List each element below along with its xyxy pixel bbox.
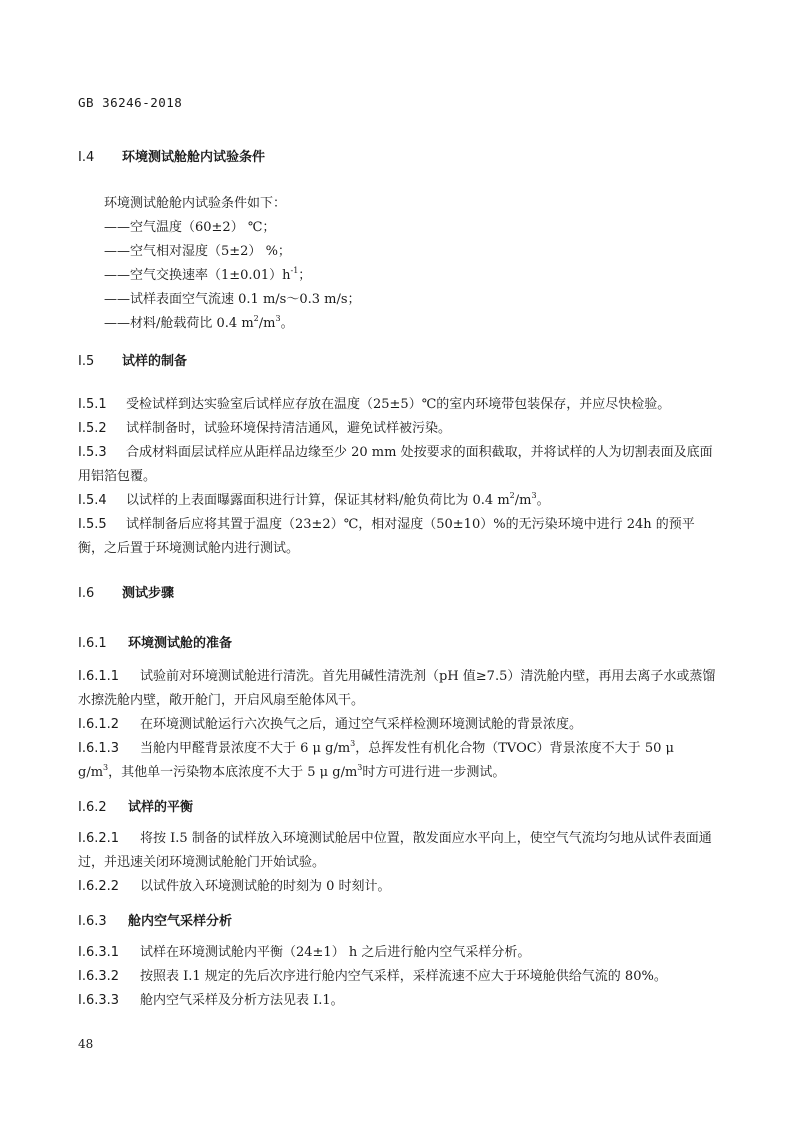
section-title: 测试步骤 [122,586,175,601]
paragraph-i6-3-1: I.6.3.1 试样在环境测试舱内平衡（24±1） h 之后进行舱内空气采样分析。 [78,945,531,960]
paragraph-i5-5: I.5.5 试样制备后应将其置于温度（23±2）℃，相对湿度（50±10）%的无污染环境中进行 24h 的预平衡，之后置于环境测试舱内进行测试。 [78,517,695,556]
section-title: 环境测试舱舱内试验条件 [122,150,266,165]
paragraph-i6-1-1: I.6.1.1 试验前对环境测试舱进行清洗。首先用碱性清洗剂（pH 值≥7.5）清洗舱内壁，再用去离子水或蒸馏水擦洗舱内壁，敞开舱门，开启风扇至舱体风干。 [78,669,716,708]
standard-code: GB 36246-2018 [78,95,183,110]
section-number: I.4 [78,150,95,165]
paragraph-i5-3: I.5.3 合成材料面层试样应从距样品边缘至少 20 mm 处按要求的面积截取，并将试样的人为切割表面及底面用铝箔包覆。 [78,445,713,484]
paragraph-i6-2-2: I.6.2.2 以试件放入环境测试舱的时刻为 0 时刻计。 [78,879,391,894]
paragraph-i6-3-2: I.6.3.2 按照表 I.1 规定的先后次序进行舱内空气采样，采样流速不应大于环境舱供给气流的 80%。 [78,969,667,984]
section-title: 试样的制备 [122,354,188,369]
paragraph-i5-2: I.5.2 试样制备时，试验环境保持清洁通风，避免试样被污染。 [78,421,452,436]
paragraph-i6-1-3: I.6.1.3 当舱内甲醛背景浓度不大于 6 μ $g/m^3$，总挥发性有机化合物（TVOC）背景浓度不大于 50 μ $g/m^3$，其他单一污染物本底浓度不大于 5 μ $g/m^3$时方可进行进一步测试。 [78,739,674,780]
section-number: I.6 [78,586,95,601]
paragraph-i6-2-1: I.6.2.1 将按 I.5 制备的试样放入环境测试舱居中位置，散发面应水平向上，使空气气流均匀地从试件表面通过，并迅速关闭环境测试舱舱门开始试验。 [78,831,712,870]
section-heading-i6 [78,582,174,601]
paragraph-i5-1: I.5.1 受检试样到达实验室后试样应存放在温度（25±5）℃的室内环境带包装保存，并应尽快检验。 [78,397,671,412]
section-heading-i5 [78,350,187,369]
paragraph-i6-3-3: I.6.3.3 舱内空气采样及分析方法见表 I.1。 [78,993,344,1008]
paragraph-i5-4: I.5.4 以试样的上表面曝露面积进行计算，保证其材料/舱负荷比为 0.4 $m^2/m^3$。 [78,491,550,508]
subsection-heading-i6-1: I.6.1 环境测试舱的准备 [78,636,233,651]
condition-item: ——空气交换速率$(1\pm 0.01)h^{-1}$； [104,266,312,283]
page-number: 48 [78,1037,94,1051]
paragraph-i6-1-2: I.6.1.2 在环境测试舱运行六次换气之后，通过空气采样检测环境测试舱的背景浓度。 [78,717,583,732]
section-number: I.5 [78,354,95,369]
subsection-heading-i6-2: I.6.2 试样的平衡 [78,800,194,815]
condition-item: ——试样表面空气流速 0.1 m/s～0.3 m/s； [104,292,361,307]
section-heading-i4 [78,146,265,165]
subsection-heading-i6-3: I.6.3 舱内空气采样分析 [78,914,233,929]
condition-item: ——材料/舱载荷比 0.4 $m^2/m^3$。 [104,314,294,331]
condition-item: ——空气温度（60±2） ℃； [104,220,276,235]
condition-item: ——空气相对湿度（5±2） %； [104,244,291,259]
conditions-intro: 环境测试舱舱内试验条件如下： [104,196,287,211]
